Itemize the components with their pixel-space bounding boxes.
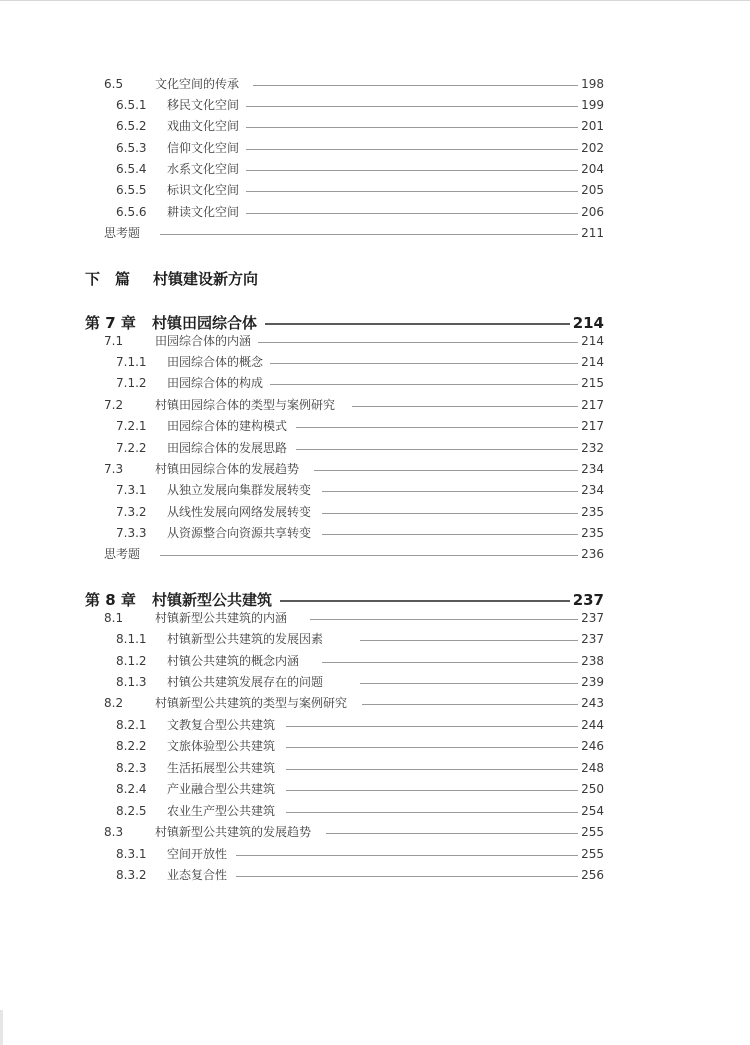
toc-title: 水系文化空间 — [167, 162, 240, 176]
dot-leader — [246, 170, 578, 171]
toc-title: 文教复合型公共建筑 — [167, 718, 276, 732]
toc-entry-6-5-1[interactable] — [0, 95, 750, 116]
toc-page: 235 — [581, 505, 604, 519]
toc-entry-8-1-2[interactable] — [0, 651, 750, 672]
toc-number: 8.2.3 — [116, 761, 147, 775]
dot-leader — [296, 427, 578, 428]
toc-number: 7.1.1 — [116, 355, 147, 369]
chapter-page: 237 — [572, 591, 604, 609]
toc-page: 211 — [581, 226, 604, 240]
toc-number: 6.5.1 — [116, 98, 147, 112]
toc-page: 206 — [581, 205, 604, 219]
toc-page: 255 — [581, 825, 604, 839]
toc-page: 202 — [581, 141, 604, 155]
dot-leader — [314, 470, 578, 471]
dot-leader — [246, 127, 578, 128]
toc-number: 7.3 — [104, 462, 124, 476]
toc-title: 从线性发展向网络发展转变 — [167, 505, 312, 519]
toc-number: 6.5.6 — [116, 205, 147, 219]
toc-number: 7.2.2 — [116, 441, 147, 455]
chapter-leader-line — [265, 323, 570, 325]
toc-title: 村镇公共建筑的概念内涵 — [167, 654, 300, 668]
toc-number: 8.2.4 — [116, 782, 147, 796]
toc-entry-8-2-4[interactable] — [0, 779, 750, 800]
toc-page: 234 — [581, 483, 604, 497]
toc-number: 8.2.5 — [116, 804, 147, 818]
chapter-leader-line — [280, 600, 570, 602]
dot-leader — [286, 726, 578, 727]
toc-page: 238 — [581, 654, 604, 668]
toc-title: 田园综合体的概念 — [167, 355, 264, 369]
toc-page: 215 — [581, 376, 604, 390]
dot-leader — [352, 406, 578, 407]
toc-title: 田园综合体的内涵 — [155, 334, 252, 348]
toc-number: 8.3 — [104, 825, 124, 839]
toc-title: 耕读文化空间 — [167, 205, 240, 219]
toc-page: 214 — [581, 334, 604, 348]
dot-leader — [236, 855, 578, 856]
toc-entry-7-3-2[interactable] — [0, 502, 750, 523]
toc-page: 256 — [581, 868, 604, 882]
dot-leader — [270, 363, 578, 364]
toc-number: 8.1.2 — [116, 654, 147, 668]
toc-number: 6.5 — [104, 77, 124, 91]
toc-entry-questions-6[interactable] — [0, 223, 750, 244]
toc-page: 237 — [581, 632, 604, 646]
toc-number: 6.5.4 — [116, 162, 147, 176]
top-border — [0, 0, 750, 1]
dot-leader — [296, 449, 578, 450]
toc-page: 199 — [581, 98, 604, 112]
chapter-number: 第 8 章 — [85, 591, 136, 609]
toc-number: 7.1 — [104, 334, 124, 348]
toc-title: 戏曲文化空间 — [167, 119, 240, 133]
toc-entry-7-2-1[interactable] — [0, 416, 750, 437]
dot-leader — [160, 234, 578, 235]
dot-leader — [246, 149, 578, 150]
toc-title: 从资源整合向资源共享转变 — [167, 526, 312, 540]
dot-leader — [253, 85, 578, 86]
toc-entry-6-5-6[interactable] — [0, 202, 750, 223]
toc-page: 232 — [581, 441, 604, 455]
toc-number: 6.5.3 — [116, 141, 147, 155]
toc-entry-questions-7[interactable] — [0, 544, 750, 565]
toc-page: 198 — [581, 77, 604, 91]
toc-page: 201 — [581, 119, 604, 133]
toc-entry-8-3-2[interactable] — [0, 865, 750, 886]
toc-entry-8-1[interactable] — [0, 608, 750, 629]
toc-number: 8.1.1 — [116, 632, 147, 646]
toc-title: 农业生产型公共建筑 — [167, 804, 276, 818]
toc-number: 7.3.3 — [116, 526, 147, 540]
toc-title: 从独立发展向集群发展转变 — [167, 483, 312, 497]
toc-title: 村镇新型公共建筑的发展因素 — [167, 632, 324, 646]
toc-title: 村镇田园综合体的类型与案例研究 — [155, 398, 336, 412]
toc-title: 生活拓展型公共建筑 — [167, 761, 276, 775]
dot-leader — [246, 191, 578, 192]
toc-title: 信仰文化空间 — [167, 141, 240, 155]
toc-title: 空间开放性 — [167, 847, 228, 861]
toc-page: 250 — [581, 782, 604, 796]
page-edge-shadow — [0, 1010, 3, 1045]
toc-number: 8.3.1 — [116, 847, 147, 861]
dot-leader — [310, 619, 578, 620]
toc-title: 田园综合体的发展思路 — [167, 441, 288, 455]
dot-leader — [286, 769, 578, 770]
dot-leader — [236, 876, 578, 877]
toc-page: 236 — [581, 547, 604, 561]
toc-entry-6-5-4[interactable] — [0, 159, 750, 180]
toc-page: 255 — [581, 847, 604, 861]
toc-page: 234 — [581, 462, 604, 476]
toc-page: 248 — [581, 761, 604, 775]
toc-entry-6-5-3[interactable] — [0, 138, 750, 159]
toc-page: 254 — [581, 804, 604, 818]
dot-leader — [322, 491, 578, 492]
toc-page: 204 — [581, 162, 604, 176]
toc-page: 239 — [581, 675, 604, 689]
toc-title: 文旅体验型公共建筑 — [167, 739, 276, 753]
toc-number: 6.5.5 — [116, 183, 147, 197]
toc-title: 文化空间的传承 — [155, 77, 240, 91]
toc-page: 243 — [581, 696, 604, 710]
dot-leader — [286, 790, 578, 791]
toc-entry-7-3-1[interactable] — [0, 480, 750, 501]
toc-page: 205 — [581, 183, 604, 197]
dot-leader — [286, 747, 578, 748]
toc-number: 8.2.2 — [116, 739, 147, 753]
toc-entry-7-3-3[interactable] — [0, 523, 750, 544]
chapter-title: 村镇新型公共建筑 — [152, 591, 273, 609]
toc-entry-7-2-2[interactable] — [0, 438, 750, 459]
toc-number: 8.2.1 — [116, 718, 147, 732]
toc-entry-8-1-1[interactable] — [0, 629, 750, 650]
toc-entry-7-3[interactable] — [0, 459, 750, 480]
toc-number: 7.1.2 — [116, 376, 147, 390]
dot-leader — [322, 662, 578, 663]
toc-number: 7.3.1 — [116, 483, 147, 497]
toc-number: 8.2 — [104, 696, 124, 710]
dot-leader — [322, 534, 578, 535]
dot-leader — [322, 513, 578, 514]
toc-page: 214 — [581, 355, 604, 369]
toc-title: 思考题 — [104, 226, 141, 240]
toc-entry-8-3[interactable] — [0, 822, 750, 843]
toc-entry-6-5[interactable] — [0, 74, 750, 95]
part-label: 下 篇 — [85, 270, 131, 288]
toc-title: 村镇公共建筑发展存在的问题 — [167, 675, 324, 689]
dot-leader — [270, 384, 578, 385]
toc-title: 田园综合体的构成 — [167, 376, 264, 390]
toc-number: 7.2 — [104, 398, 124, 412]
toc-title: 田园综合体的建构模式 — [167, 419, 288, 433]
toc-number: 6.5.2 — [116, 119, 147, 133]
dot-leader — [246, 213, 578, 214]
toc-title: 产业融合型公共建筑 — [167, 782, 276, 796]
part-title: 村镇建设新方向 — [153, 270, 259, 288]
toc-entry-7-1-1[interactable] — [0, 352, 750, 373]
toc-entry-7-1[interactable] — [0, 331, 750, 352]
toc-entry-8-1-3[interactable] — [0, 672, 750, 693]
toc-entry-8-3-1[interactable] — [0, 844, 750, 865]
chapter-number: 第 7 章 — [85, 314, 136, 332]
toc-page: 244 — [581, 718, 604, 732]
toc-page: 237 — [581, 611, 604, 625]
toc-entry-6-5-5[interactable] — [0, 180, 750, 201]
dot-leader — [286, 812, 578, 813]
dot-leader — [258, 342, 578, 343]
toc-number: 8.1 — [104, 611, 124, 625]
toc-title: 村镇新型公共建筑的类型与案例研究 — [155, 696, 348, 710]
toc-number: 7.3.2 — [116, 505, 147, 519]
dot-leader — [360, 640, 578, 641]
toc-entry-8-2-2[interactable] — [0, 736, 750, 757]
toc-entry-8-2-5[interactable] — [0, 801, 750, 822]
toc-number: 7.2.1 — [116, 419, 147, 433]
toc-page: 217 — [581, 398, 604, 412]
toc-page: 246 — [581, 739, 604, 753]
toc-page: 235 — [581, 526, 604, 540]
toc-title: 村镇田园综合体的发展趋势 — [155, 462, 300, 476]
toc-title: 村镇新型公共建筑的内涵 — [155, 611, 288, 625]
chapter-page: 214 — [572, 314, 604, 332]
toc-title: 标识文化空间 — [167, 183, 240, 197]
toc-entry-8-2[interactable] — [0, 693, 750, 714]
toc-title: 村镇新型公共建筑的发展趋势 — [155, 825, 312, 839]
toc-entry-6-5-2[interactable] — [0, 116, 750, 137]
dot-leader — [326, 833, 578, 834]
toc-title: 业态复合性 — [167, 868, 228, 882]
dot-leader — [246, 106, 578, 107]
toc-entry-8-2-1[interactable] — [0, 715, 750, 736]
toc-entry-7-2[interactable] — [0, 395, 750, 416]
dot-leader — [360, 683, 578, 684]
toc-title: 移民文化空间 — [167, 98, 240, 112]
chapter-title: 村镇田园综合体 — [152, 314, 258, 332]
dot-leader — [362, 704, 578, 705]
toc-entry-8-2-3[interactable] — [0, 758, 750, 779]
toc-entry-7-1-2[interactable] — [0, 373, 750, 394]
toc-number: 8.1.3 — [116, 675, 147, 689]
dot-leader — [160, 555, 578, 556]
toc-page: 217 — [581, 419, 604, 433]
toc-title: 思考题 — [104, 547, 141, 561]
toc-number: 8.3.2 — [116, 868, 147, 882]
